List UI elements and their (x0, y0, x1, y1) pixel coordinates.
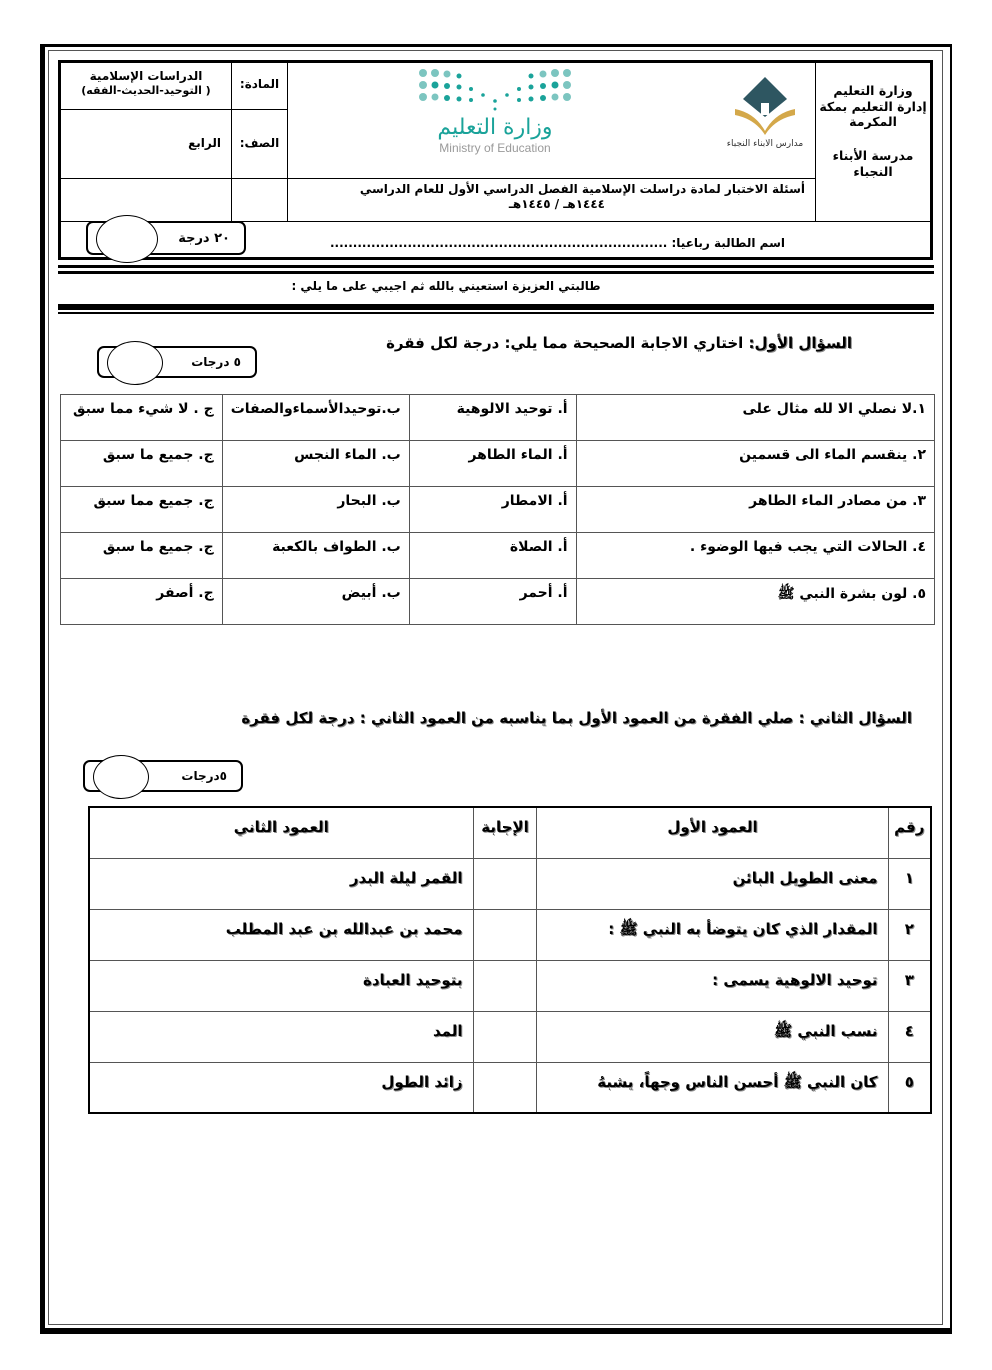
option-a[interactable]: أ. الصلاة (409, 533, 576, 579)
table-header-row (89, 807, 931, 858)
question-text: ٣. من مصادر الماء الطاهر (576, 487, 934, 533)
school-name (816, 148, 930, 179)
option-a[interactable]: أ. أحمر (409, 579, 576, 625)
question1-score-label: ٥ درجات (191, 355, 241, 369)
column-2-item: المد (89, 1011, 473, 1062)
score-circle[interactable] (93, 755, 149, 799)
answer-cell[interactable] (473, 1011, 537, 1062)
question-text: ٥. لون بشرة النبي ﷺ (576, 579, 934, 625)
option-b[interactable]: ب. أبيض (222, 579, 409, 625)
grade-value: الرابع (188, 136, 221, 150)
total-score-label: ٢٠ درجة (178, 231, 230, 246)
column-1-item: كان النبي ﷺ أحسن الناس وجهاً، يشبهُ (537, 1062, 888, 1113)
question-text: ١.لا نصلي الا لله مثال على (576, 395, 934, 441)
intro-text: طالبتي العزيزة استعيني بالله ثم اجيبي على ما يلي : (291, 279, 601, 293)
divider (58, 265, 934, 268)
option-b[interactable]: ب. الماء النجس (222, 441, 409, 487)
question1-instruction: اختاري الاجابة الصحيحة مما يلي: درجة لكل فقرة (386, 334, 749, 352)
table-row (89, 909, 931, 960)
column-1-item: معنى الطويل البائن (537, 858, 888, 909)
option-a[interactable]: أ. الماء الطاهر (409, 441, 576, 487)
ministry-logo-english: Ministry of Education (439, 141, 551, 155)
question1-label: السؤال الأول: (748, 334, 852, 352)
grade-label-cell (231, 110, 287, 179)
grade-value-cell (61, 110, 231, 179)
school-logo-caption: مدارس الابناء النجباء (726, 139, 804, 149)
option-b[interactable]: ب. البحار (222, 487, 409, 533)
subject-value (61, 69, 231, 98)
score-circle[interactable] (107, 341, 163, 385)
row-number: ١ (888, 858, 931, 909)
column-2-item: القمر ليلة البدر (89, 858, 473, 909)
table-row (61, 441, 935, 487)
answer-cell[interactable] (473, 960, 537, 1011)
column-2-item: بتوحيد العبادة (89, 960, 473, 1011)
option-c[interactable]: ج. أصفر (61, 579, 223, 625)
exam-title-line-2: ١٤٤٤هـ / ١٤٤٥هـ (508, 197, 605, 211)
table-row (89, 1011, 931, 1062)
student-name-field[interactable]: اسم الطالبة رباعيا: .......................................................................... (329, 236, 785, 250)
subject-value-line-1: الدراسات الإسلامية (89, 69, 203, 83)
table-row (61, 533, 935, 579)
answer-cell[interactable] (473, 858, 537, 909)
option-b[interactable]: ب.توحيدالأسماءوالصفات (222, 395, 409, 441)
header-column-2: العمود الثاني (89, 807, 473, 858)
divider (58, 271, 934, 274)
header-num: رقم (888, 807, 931, 858)
column-2-item: زائد الطول (89, 1062, 473, 1113)
subject-label-cell (231, 63, 287, 110)
answer-cell[interactable] (473, 909, 537, 960)
score-circle[interactable] (96, 215, 158, 263)
question1-score-badge (97, 346, 257, 378)
school-logo (725, 73, 805, 153)
exam-title (288, 179, 815, 212)
header-column-1: العمود الأول (537, 807, 888, 858)
row-number: ٣ (888, 960, 931, 1011)
exam-title-cell (287, 179, 815, 221)
exam-title-line-1: أسئلة الاختبار لمادة دراسلت الإسلامية الفصل الدراسي الأول للعام الدراسي (359, 182, 805, 196)
option-a[interactable]: أ. الامطار (409, 487, 576, 533)
option-c[interactable]: ج . لا شيء مما سبق (61, 395, 223, 441)
grade-label: الصف: (239, 136, 280, 150)
school-logo-icon (725, 73, 805, 135)
ministry-line-2: إدارة التعليم بمكة (819, 98, 927, 114)
column-1-item: نسب النبي ﷺ (537, 1011, 888, 1062)
total-score-badge (86, 221, 246, 255)
ministry-dots-icon (415, 67, 575, 111)
subject-label: المادة: (239, 77, 280, 91)
option-a[interactable]: أ. توحيد الالوهية (409, 395, 576, 441)
column-1-item: توحيد الالوهية يسمى : (537, 960, 888, 1011)
header-answer: الإجابة (473, 807, 537, 858)
table-row (89, 1062, 931, 1113)
row-number: ٥ (888, 1062, 931, 1113)
ministry-logo (415, 67, 575, 167)
table-row (89, 960, 931, 1011)
empty-cell-1 (231, 179, 287, 221)
subject-value-cell (61, 63, 231, 110)
ministry-name (816, 83, 930, 130)
row-number: ٢ (888, 909, 931, 960)
option-b[interactable]: ب. الطواف بالكعبة (222, 533, 409, 579)
school-line-1: مدرسة الأبناء (832, 147, 914, 163)
ministry-cell (815, 63, 930, 221)
row-number: ٤ (888, 1011, 931, 1062)
question-text: ٤. الحالات التي يجب فيها الوضوء . (576, 533, 934, 579)
school-line-2: النجباء (853, 163, 893, 179)
option-c[interactable]: ج. جميع مما سبق (61, 487, 223, 533)
question2-title: السؤال الثاني : صلي الفقرة من العمود الأول بما يناسبه من العمود الثاني : درجة لكل فقرة (241, 709, 912, 727)
question-text: ٢. ينقسم الماء الى قسمين (576, 441, 934, 487)
question1-title (386, 334, 852, 352)
answer-cell[interactable] (473, 1062, 537, 1113)
question1-table (60, 394, 935, 625)
empty-cell-2 (61, 179, 231, 221)
table-row (61, 395, 935, 441)
divider-thick (58, 304, 934, 310)
ministry-line-3: المكرمة (849, 114, 897, 130)
table-row (89, 858, 931, 909)
ministry-logo-arabic: وزارة التعليم (437, 115, 553, 140)
ministry-line-1: وزارة التعليم (833, 83, 913, 98)
question2-table (88, 806, 932, 1114)
question2-score-label: ٥درجات (181, 769, 227, 783)
column-1-item: المقدار الذي كان يتوضأ به النبي ﷺ : (537, 909, 888, 960)
option-c[interactable]: ج. جميع ما سبق (61, 441, 223, 487)
column-2-item: محمد بن عبدالله بن عبد المطلب (89, 909, 473, 960)
table-row (61, 579, 935, 625)
table-row (61, 487, 935, 533)
option-c[interactable]: ج. جميع ما سبق (61, 533, 223, 579)
logos-cell (287, 63, 815, 179)
divider-thin (58, 312, 934, 314)
question2-score-badge (83, 760, 243, 792)
subject-value-line-2: ( التوحيد-الحديث-الفقه) (81, 84, 211, 97)
